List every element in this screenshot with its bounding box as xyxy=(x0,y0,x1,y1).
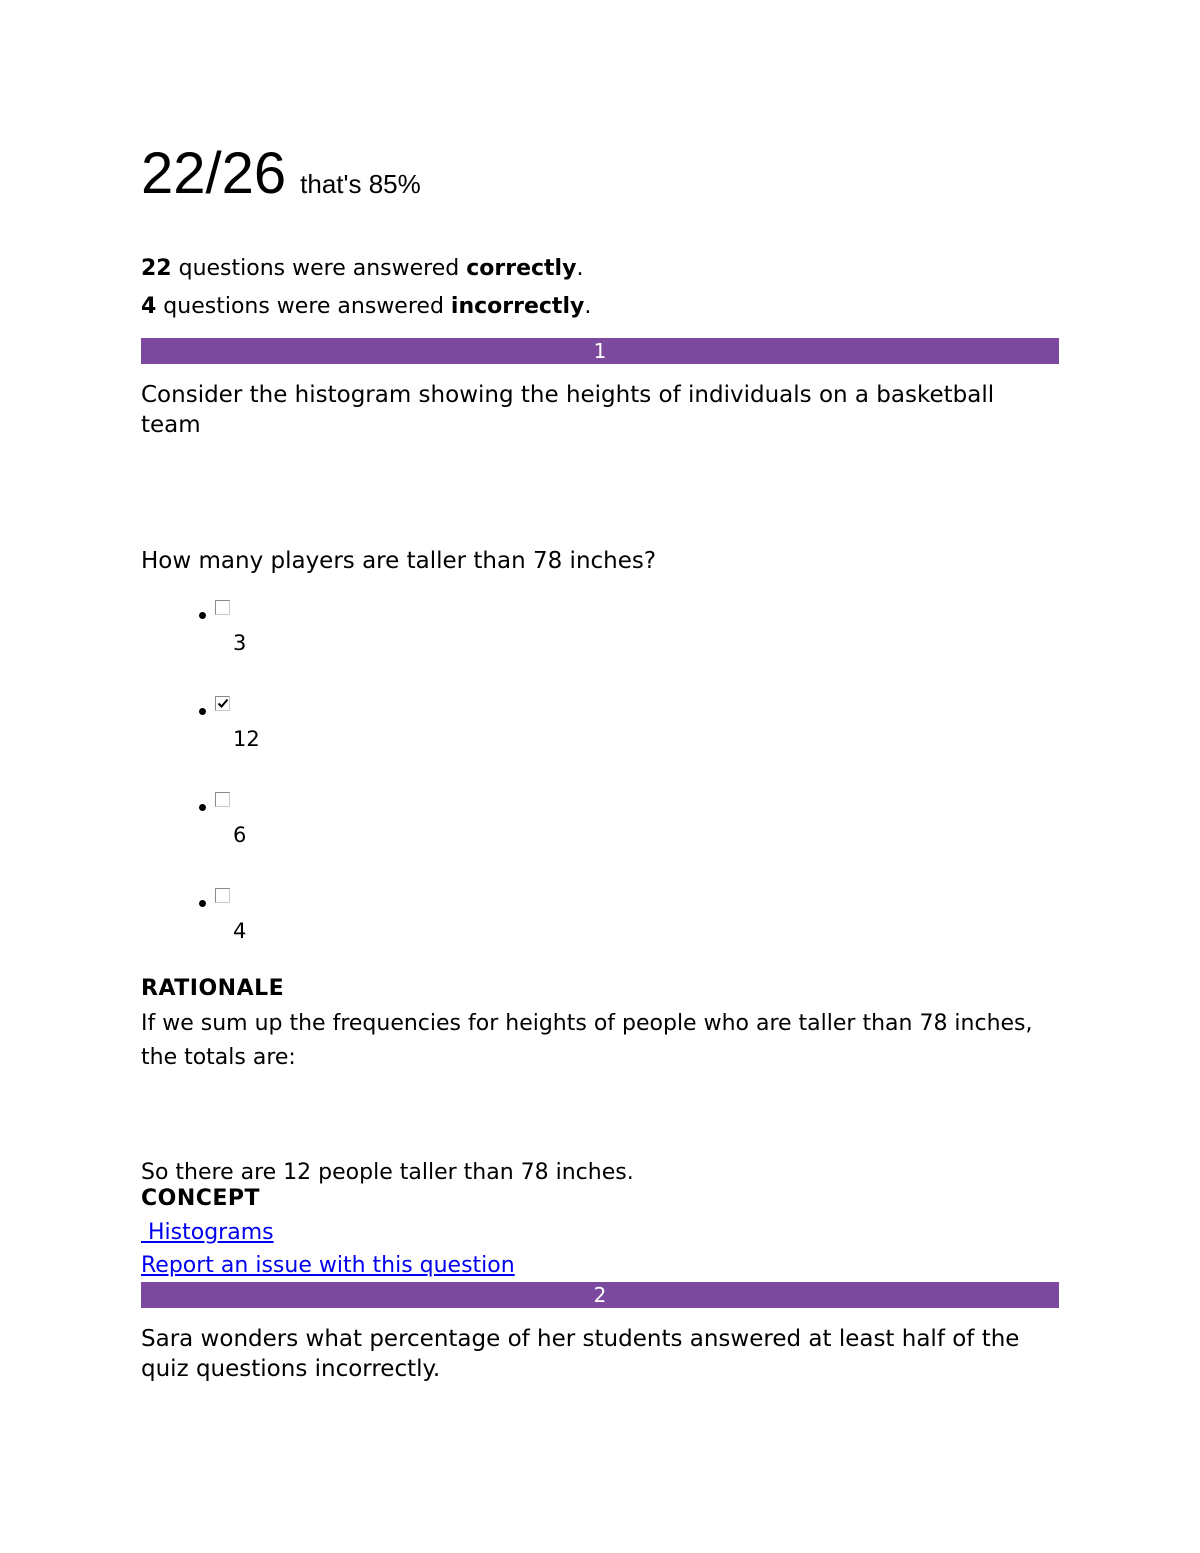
checkbox-checked[interactable] xyxy=(215,696,230,711)
incorrect-period: . xyxy=(584,294,592,319)
incorrect-summary xyxy=(141,294,591,319)
correct-period: . xyxy=(576,256,584,281)
score-percent: that's 85% xyxy=(300,169,421,199)
rationale-conclusion: So there are 12 people taller than 78 inches. xyxy=(141,1160,634,1185)
rationale-text: If we sum up the frequencies for heights of people who are taller than 78 inches, the totals are: xyxy=(141,1011,1033,1070)
incorrect-word: incorrectly xyxy=(450,294,585,319)
bullet xyxy=(199,804,206,811)
checkbox-unchecked[interactable] xyxy=(215,792,230,807)
incorrect-prefix: questions were answered xyxy=(156,294,451,319)
correct-word: correctly xyxy=(466,256,577,281)
concept-heading: CONCEPT xyxy=(141,1186,261,1211)
option-value: 6 xyxy=(233,823,247,847)
checkbox-unchecked[interactable] xyxy=(215,888,230,903)
option-value: 12 xyxy=(233,727,260,751)
report-issue-link[interactable]: Report an issue with this question xyxy=(141,1253,515,1278)
question-number-bar: 1 xyxy=(141,338,1059,364)
concept-link[interactable]: Histograms xyxy=(141,1220,274,1245)
option-value: 4 xyxy=(233,919,247,943)
rationale-heading: RATIONALE xyxy=(141,976,285,1001)
question-prompt: Consider the histogram showing the heights of individuals on a basketball team xyxy=(141,382,995,438)
question-prompt: Sara wonders what percentage of her students answered at least half of the quiz questions incorrectly. xyxy=(141,1326,1020,1382)
question-number-bar: 2 xyxy=(141,1282,1059,1308)
answer-option[interactable] xyxy=(198,884,258,950)
option-value: 3 xyxy=(233,631,247,655)
bullet xyxy=(199,708,206,715)
answer-option[interactable] xyxy=(198,596,258,662)
check-icon xyxy=(217,698,229,709)
score-fraction: 22/26 xyxy=(141,141,287,206)
bullet xyxy=(199,612,206,619)
answer-option[interactable] xyxy=(198,788,258,854)
checkbox-unchecked[interactable] xyxy=(215,600,230,615)
score-header xyxy=(141,140,421,207)
correct-prefix: questions were answered xyxy=(171,256,467,281)
correct-summary xyxy=(141,256,583,281)
correct-count: 22 xyxy=(141,256,172,281)
bullet xyxy=(199,900,206,907)
question-text: How many players are taller than 78 inches? xyxy=(141,548,657,574)
answer-option[interactable] xyxy=(198,692,278,758)
incorrect-count: 4 xyxy=(141,294,157,319)
